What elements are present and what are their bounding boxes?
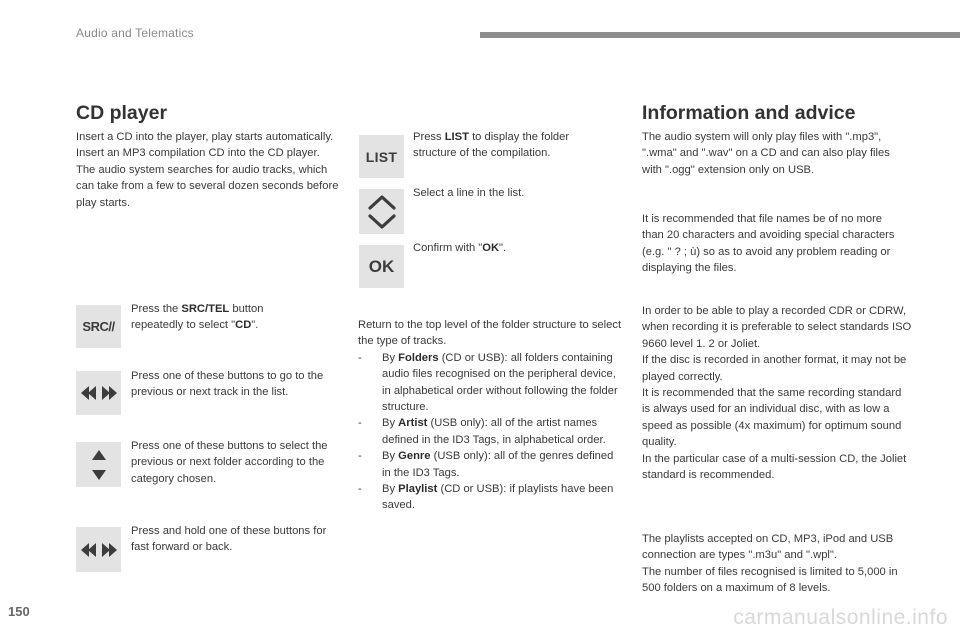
ok-instruction: Confirm with "OK". <box>413 242 507 254</box>
header-bar <box>480 32 960 38</box>
advice-formats: The audio system will only play files with ".mp3", ".wma" and ".wav" on a CD and can also play files with ".ogg" extension only on USB. <box>642 131 890 176</box>
cd-intro <box>76 129 342 211</box>
recording-line-4: In the particular case of a multi-session CD, the Joliet standard is recommended. <box>642 452 907 482</box>
src-instruction: Press the SRC/TEL button repeatedly to select "CD". <box>131 303 264 332</box>
watermark: carmanualsonline.info <box>733 606 948 629</box>
advice-recording <box>642 303 912 483</box>
up-down-chevron-icon <box>359 189 404 234</box>
ok-button-icon: OK <box>359 245 404 288</box>
list-instruction: Press LIST to display the folder structure of the compilation. <box>413 131 570 160</box>
playlists-line-1: The playlists accepted on CD, MP3, iPod and USB connection are types ".m3u" and ".wpl". <box>642 533 894 562</box>
prev-next-track-icon <box>76 371 121 415</box>
select-instruction: Select a line in the list. <box>413 187 525 199</box>
list-button-icon: LIST <box>359 135 404 178</box>
list-item: - By Playlist (CD or USB): if playlists have been saved. <box>358 483 614 512</box>
info-advice-heading: Information and advice <box>642 102 856 124</box>
fast-forward-back-icon <box>76 527 121 572</box>
list-item: - By Genre (USB only): all of the genres defined in the ID3 Tags. <box>358 450 614 479</box>
return-block <box>358 317 622 514</box>
return-text: Return to the top level of the folder structure to select the type of tracks. <box>358 319 622 348</box>
advice-filenames: It is recommended that file names be of no more than 20 characters and avoiding special characters (e.g. " ? ; ù) so as to avoid any problem reading or displaying the files. <box>642 213 895 275</box>
intro-line-2: Insert an MP3 compilation CD into the CD player. <box>76 147 320 160</box>
cd-player-heading: CD player <box>76 102 168 124</box>
playlists-line-2: The number of files recognised is limited to 5,000 in 500 folders on a maximum of 8 levels. <box>642 565 898 595</box>
list-item: - By Folders (CD or USB): all folders containing audio files recognised on the peripheral device, in alphabetical order without following the folder structure. <box>358 351 618 414</box>
folder-instruction: Press one of these buttons to select the previous or next folder according to the category chosen. <box>131 440 328 485</box>
src-tel-button-icon: SRC// <box>76 305 121 348</box>
fast-instruction: Press and hold one of these buttons for fast forward or back. <box>131 525 327 554</box>
track-instruction: Press one of these buttons to go to the previous or next track in the list. <box>131 370 324 399</box>
page-number: 150 <box>8 604 30 619</box>
sort-options-list <box>358 350 622 514</box>
recording-line-2: If the disc is recorded in another format, it may not be played correctly. <box>642 354 907 383</box>
advice-playlists <box>642 531 912 597</box>
recording-line-3: It is recommended that the same recording standard is always used for an individual disc, with as low a speed as possible (4x maximum) for optimum sound quality. <box>642 387 902 449</box>
intro-line-3: The audio system searches for audio tracks, which can take from a few to several dozen seconds before play starts. <box>76 163 339 209</box>
up-down-folder-icon <box>76 442 121 487</box>
list-item: - By Artist (USB only): all of the artist names defined in the ID3 Tags, in alphabetical order. <box>358 417 606 446</box>
section-title: Audio and Telematics <box>76 26 194 40</box>
recording-line-1: In order to be able to play a recorded CDR or CDRW, when recording it is preferable to select standards ISO 9660 level 1. 2 or Joliet. <box>642 305 912 350</box>
intro-line-1: Insert a CD into the player, play starts automatically. <box>76 131 334 143</box>
